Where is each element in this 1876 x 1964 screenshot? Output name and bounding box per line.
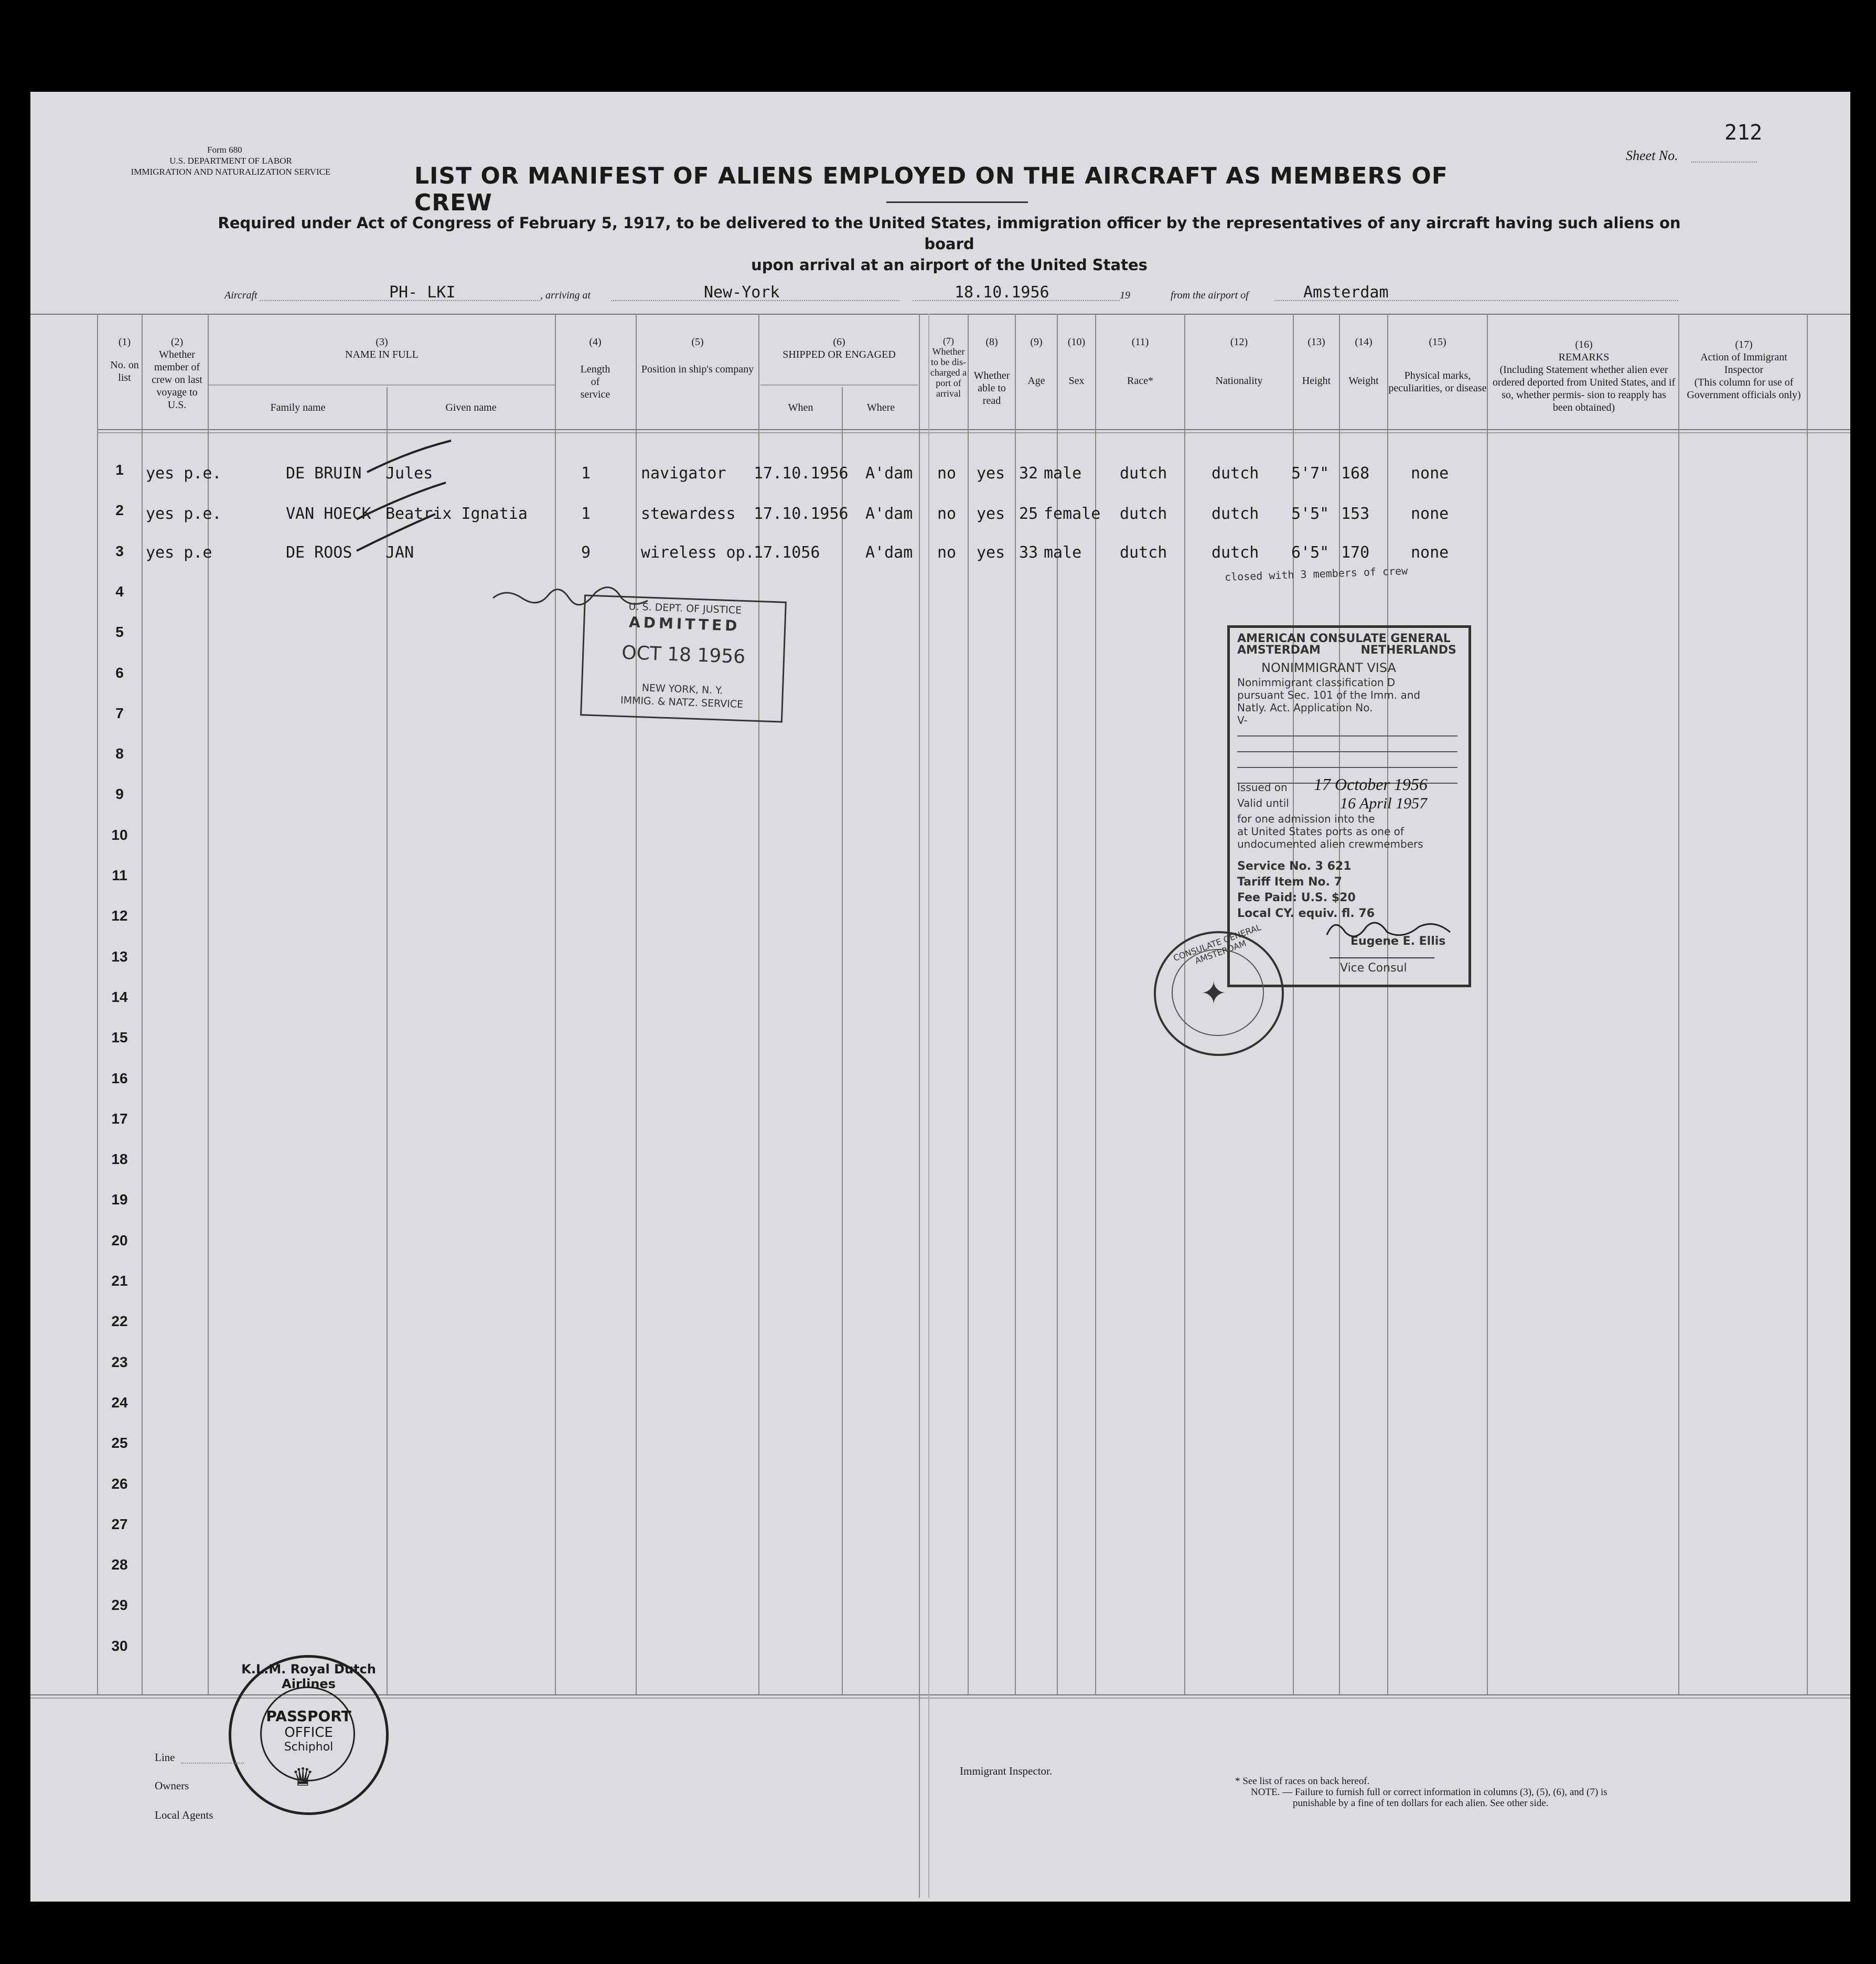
cell-read: yes bbox=[977, 505, 1005, 523]
from-label: from the airport of bbox=[1171, 290, 1249, 301]
cell-prev: yes p.e. bbox=[146, 505, 222, 523]
col-header-age bbox=[1016, 336, 1057, 387]
col-note: (This column for use of Government officials only) bbox=[1687, 377, 1801, 401]
col-number: (15) bbox=[1429, 336, 1446, 348]
col-number: (16) bbox=[1575, 339, 1593, 350]
footer-agents-label: Local Agents bbox=[155, 1809, 213, 1821]
col-number: (2) bbox=[170, 336, 184, 348]
col-header-nationality bbox=[1185, 336, 1293, 387]
col-header-given: Given name bbox=[445, 402, 497, 413]
checkmark-strokes bbox=[346, 430, 483, 567]
seal-text: CONSULATE GENERAL AMSTERDAM bbox=[1172, 922, 1262, 966]
footer-owners-label: Owners bbox=[155, 1779, 189, 1792]
visa-issued-date: 17 October 1956 bbox=[1314, 775, 1428, 794]
cell-sex: male bbox=[1044, 543, 1082, 562]
stamp-date: OCT 18 1956 bbox=[621, 642, 746, 668]
sheet-label: Sheet No. bbox=[1626, 148, 1678, 163]
col-number: (17) bbox=[1735, 339, 1753, 350]
row-number: 29 bbox=[111, 1597, 128, 1614]
col-header-name bbox=[209, 336, 555, 361]
subtitle-line-1: Required under Act of Congress of February 5, 1917, to be delivered to the United States, immigration officer by the representatives of any aircraft having such aliens on board bbox=[218, 214, 1681, 253]
col-line bbox=[387, 387, 388, 1694]
col-header-read bbox=[969, 336, 1015, 407]
name-subrule bbox=[209, 385, 555, 386]
row-number: 27 bbox=[111, 1515, 128, 1532]
col-line bbox=[636, 314, 637, 1694]
col-header-discharged bbox=[929, 336, 968, 399]
closed-note: closed with 3 members of crew bbox=[1224, 564, 1408, 584]
col-line bbox=[928, 314, 929, 1898]
stamp-line: Fee Paid: U.S. $20 bbox=[1237, 891, 1356, 904]
col-header-when: When bbox=[788, 402, 813, 413]
row-number: 9 bbox=[115, 786, 124, 803]
cell-discharged: no bbox=[937, 464, 957, 483]
row-number: 11 bbox=[112, 867, 127, 883]
cell-given: Jules bbox=[385, 464, 433, 483]
row-number: 18 bbox=[111, 1151, 128, 1168]
col-header-where: Where bbox=[866, 402, 895, 413]
stamp-line: Valid until bbox=[1237, 797, 1289, 809]
aircraft-value: PH- LKI bbox=[389, 283, 456, 302]
row-number: 5 bbox=[115, 624, 124, 641]
cell-where: A'dam bbox=[865, 543, 913, 562]
col-note: (Including Statement whether alien ever ordered deported from United States, and if so, whether permis- sion to reapply has been obtained) bbox=[1492, 364, 1676, 413]
title-rule bbox=[886, 201, 1028, 203]
signature-rule bbox=[1330, 957, 1434, 958]
cell-nationality: dutch bbox=[1212, 464, 1259, 483]
col-header-remarks bbox=[1492, 338, 1676, 414]
sheet-line bbox=[1691, 162, 1757, 163]
cell-marks: none bbox=[1411, 505, 1449, 523]
row-number: 20 bbox=[111, 1232, 128, 1248]
row-number: 1 bbox=[115, 462, 124, 478]
col-line bbox=[1678, 314, 1679, 1694]
col-header-no bbox=[108, 336, 142, 384]
col-line bbox=[1015, 314, 1016, 1694]
cell-marks: none bbox=[1411, 464, 1449, 483]
cell-service: 9 bbox=[581, 543, 591, 562]
cell-height: 5'5" bbox=[1291, 505, 1330, 523]
stamp-line: undocumented alien crewmembers bbox=[1237, 838, 1423, 850]
row-number: 17 bbox=[111, 1110, 128, 1127]
col-header-prev-voyage bbox=[147, 336, 207, 411]
cell-family: DE BRUIN bbox=[286, 464, 362, 483]
col-line bbox=[1387, 314, 1388, 1694]
cell-prev: yes p.e bbox=[146, 543, 212, 562]
shipped-subrule bbox=[760, 385, 918, 386]
col-header-length bbox=[556, 336, 635, 401]
col-header-height bbox=[1294, 336, 1339, 387]
visa-header bbox=[1237, 633, 1456, 656]
row-number: 3 bbox=[115, 542, 124, 559]
stamp-admitted: ADMITTED bbox=[628, 613, 741, 635]
col-number: (6) bbox=[833, 336, 845, 348]
col-number: (7) bbox=[943, 336, 954, 346]
cell-age: 33 bbox=[1019, 543, 1038, 562]
klm-office: OFFICE bbox=[284, 1725, 333, 1741]
stamp-line: Issued on bbox=[1237, 781, 1288, 794]
cell-given: Beatrix Ignatia bbox=[385, 505, 528, 523]
cell-age: 25 bbox=[1019, 505, 1038, 523]
col-title: Whether member of crew on last voyage to U.S. bbox=[152, 349, 202, 411]
stamp-line: at United States ports as one of bbox=[1237, 825, 1404, 838]
row-number: 30 bbox=[111, 1637, 128, 1654]
row-number: 2 bbox=[115, 502, 124, 519]
col-title: REMARKS bbox=[1558, 351, 1610, 363]
row-number: 13 bbox=[111, 948, 128, 965]
cell-when: 17.10.1956 bbox=[754, 464, 849, 483]
page-title: LIST OR MANIFEST OF ALIENS EMPLOYED ON THE AIRCRAFT AS MEMBERS OF CREW bbox=[414, 163, 1448, 216]
cell-family: VAN HOECK bbox=[286, 505, 371, 523]
row-number: 10 bbox=[111, 826, 128, 843]
stamp-line: Service No. 3 621 bbox=[1237, 860, 1352, 873]
row-number: 8 bbox=[115, 745, 124, 762]
col-number: (5) bbox=[691, 336, 704, 348]
cell-weight: 170 bbox=[1341, 543, 1370, 562]
stamp-line: Nonimmigrant classification D bbox=[1237, 676, 1396, 689]
col-number: (14) bbox=[1355, 336, 1373, 348]
visa-body bbox=[1237, 676, 1420, 727]
cell-weight: 153 bbox=[1341, 505, 1370, 523]
col-number: (4) bbox=[589, 336, 602, 348]
col-number: (8) bbox=[985, 336, 998, 348]
col-line bbox=[142, 314, 143, 1694]
col-number: (3) bbox=[376, 336, 388, 348]
col-title: Whether able to read bbox=[973, 370, 1010, 407]
klm-schiphol: Schiphol bbox=[284, 1741, 334, 1754]
row-number: 22 bbox=[111, 1313, 128, 1330]
row-number: 25 bbox=[111, 1435, 128, 1451]
col-number: (9) bbox=[1030, 336, 1043, 348]
col-number: (12) bbox=[1230, 336, 1248, 348]
row-number: 24 bbox=[111, 1394, 128, 1411]
col-header-race bbox=[1096, 336, 1184, 387]
stamp-line: IMMIG. & NATZ. SERVICE bbox=[620, 694, 744, 711]
footer-line-label: Line bbox=[155, 1751, 175, 1764]
stamp-line: Tariff Item No. 7 bbox=[1237, 876, 1342, 889]
footer-note: punishable by a fine of ten dollars for each alien. See other side. bbox=[1293, 1798, 1549, 1809]
row-number: 4 bbox=[115, 583, 124, 600]
col-line bbox=[97, 314, 98, 1694]
cell-race: dutch bbox=[1120, 464, 1167, 483]
arriving-value: New-York bbox=[704, 283, 780, 302]
cell-family: DE ROOS bbox=[286, 543, 352, 562]
footer-note: NOTE. — Failure to furnish full or correct information in columns (3), (5), (6), and (7) is bbox=[1251, 1787, 1607, 1798]
col-title: Race* bbox=[1127, 375, 1153, 387]
stamp-line: for one admission into the bbox=[1237, 813, 1375, 825]
cell-sex: male bbox=[1044, 464, 1082, 483]
row-number: 21 bbox=[111, 1273, 128, 1289]
col-header-sex bbox=[1058, 336, 1095, 387]
sheet-number: 212 bbox=[1724, 121, 1763, 145]
cell-age: 32 bbox=[1019, 464, 1038, 483]
cell-service: 1 bbox=[581, 464, 591, 483]
cell-weight: 168 bbox=[1341, 464, 1370, 483]
visa-terms bbox=[1237, 813, 1423, 850]
cell-when: 17.10.1956 bbox=[754, 505, 849, 523]
cell-read: yes bbox=[977, 464, 1005, 483]
klm-ring-text: K.L.M. Royal Dutch Airlines bbox=[241, 1662, 376, 1691]
row-number: 19 bbox=[111, 1191, 128, 1208]
footer-line-rule bbox=[181, 1763, 244, 1764]
row-number: 23 bbox=[111, 1353, 128, 1370]
col-title: Whether to be dis- charged a port of arrival bbox=[930, 346, 967, 399]
stamp-line: AMSTERDAM NETHERLANDS bbox=[1237, 644, 1456, 657]
klm-passport: PASSPORT bbox=[266, 1707, 351, 1725]
footer-note: * See list of races on back hereof. bbox=[1235, 1776, 1370, 1787]
cell-sex: female bbox=[1044, 505, 1101, 523]
cell-given: JAN bbox=[385, 543, 414, 562]
col-header-weight bbox=[1340, 336, 1387, 387]
cell-read: yes bbox=[977, 543, 1005, 562]
col-line bbox=[1807, 314, 1808, 1694]
col-title: Sex bbox=[1068, 375, 1085, 387]
cell-service: 1 bbox=[581, 505, 591, 523]
row-number: 16 bbox=[111, 1070, 128, 1086]
row-number: 12 bbox=[111, 908, 128, 924]
col-number: (1) bbox=[118, 336, 131, 348]
col-header-shipped bbox=[759, 336, 919, 361]
col-title: Length of service bbox=[580, 364, 610, 400]
stamp-line: pursuant Sec. 101 of the Imm. and bbox=[1237, 689, 1421, 701]
col-header-inspector bbox=[1681, 338, 1807, 401]
cell-discharged: no bbox=[937, 505, 957, 523]
col-number: (13) bbox=[1307, 336, 1325, 348]
cell-position: stewardess bbox=[641, 505, 736, 523]
cell-where: A'dam bbox=[865, 464, 913, 483]
col-line bbox=[842, 387, 843, 1694]
klm-passport-stamp bbox=[229, 1655, 389, 1815]
cell-position: wireless op. bbox=[641, 543, 755, 562]
year-label: 19 bbox=[1120, 290, 1130, 301]
form-header bbox=[108, 144, 354, 177]
col-title: No. on list bbox=[110, 359, 139, 383]
col-line bbox=[1487, 314, 1488, 1694]
cell-prev: yes p.e. bbox=[146, 464, 222, 483]
col-line bbox=[919, 314, 920, 1898]
col-line bbox=[968, 314, 969, 1694]
cell-height: 5'7" bbox=[1291, 464, 1330, 483]
row-number: 7 bbox=[115, 705, 124, 721]
col-title: Height bbox=[1302, 375, 1331, 387]
service-name: IMMIGRATION AND NATURALIZATION SERVICE bbox=[131, 167, 331, 177]
from-value: Amsterdam bbox=[1303, 283, 1389, 302]
cell-where: A'dam bbox=[865, 505, 913, 523]
stamp-line: AMERICAN CONSULATE GENERAL bbox=[1237, 632, 1451, 645]
row-number: 26 bbox=[111, 1475, 128, 1492]
date-value: 18.10.1956 bbox=[955, 283, 1049, 302]
row-number: 14 bbox=[111, 988, 128, 1005]
col-line bbox=[555, 314, 556, 1694]
col-header-position bbox=[637, 336, 758, 376]
col-title: Physical marks, peculiarities, or disease bbox=[1388, 370, 1487, 394]
cell-marks: none bbox=[1411, 543, 1449, 562]
row-number: 6 bbox=[115, 664, 124, 681]
col-header-family: Family name bbox=[270, 402, 326, 413]
col-number: (11) bbox=[1131, 336, 1149, 348]
arriving-label: , arriving at bbox=[540, 290, 591, 301]
table-top-rule bbox=[30, 314, 1850, 315]
visa-fees bbox=[1237, 859, 1375, 922]
col-title: Action of Immigrant Inspector bbox=[1700, 351, 1787, 376]
col-title: Weight bbox=[1348, 375, 1379, 387]
footer-notes bbox=[1235, 1776, 1607, 1809]
cell-race: dutch bbox=[1120, 505, 1167, 523]
stamp-line: U. S. DEPT. OF JUSTICE bbox=[628, 601, 742, 616]
cell-nationality: dutch bbox=[1212, 505, 1259, 523]
department: U.S. DEPARTMENT OF LABOR bbox=[169, 156, 292, 166]
subtitle-line-2: upon arrival at an airport of the United States bbox=[751, 256, 1148, 274]
cell-nationality: dutch bbox=[1212, 543, 1259, 562]
consul-signature bbox=[1324, 914, 1466, 945]
cell-race: dutch bbox=[1120, 543, 1167, 562]
visa-vice-consul: Vice Consul bbox=[1340, 962, 1407, 975]
subtitle bbox=[194, 212, 1705, 275]
consulate-seal bbox=[1154, 922, 1284, 1056]
cell-when: 17.1056 bbox=[754, 543, 820, 562]
col-title: Age bbox=[1027, 375, 1045, 387]
col-header-marks bbox=[1388, 336, 1487, 394]
stamp-line: NONIMMIGRANT VISA bbox=[1261, 660, 1396, 675]
aircraft-label: Aircraft bbox=[224, 290, 258, 301]
col-title: NAME IN FULL bbox=[345, 349, 419, 360]
eagle-emblem-icon: ✦ bbox=[1200, 975, 1227, 1012]
stamp-line: NEW YORK, N. Y. bbox=[641, 682, 723, 697]
col-title: Nationality bbox=[1215, 375, 1263, 387]
cell-position: navigator bbox=[641, 464, 726, 483]
row-number: 28 bbox=[111, 1556, 128, 1573]
crown-logo-icon: ♛ bbox=[292, 1763, 315, 1792]
footer-inspector: Immigrant Inspector. bbox=[960, 1765, 1053, 1777]
row-number: 15 bbox=[111, 1029, 128, 1046]
cell-height: 6'5" bbox=[1291, 543, 1330, 562]
visa-valid-date: 16 April 1957 bbox=[1340, 795, 1428, 812]
stamp-line: Natly. Act. Application No. bbox=[1237, 701, 1373, 714]
stamp-line: V- bbox=[1237, 714, 1248, 727]
date-line bbox=[913, 300, 1120, 301]
cell-discharged: no bbox=[937, 543, 957, 562]
admitted-stamp bbox=[580, 594, 787, 722]
col-title: SHIPPED OR ENGAGED bbox=[782, 349, 896, 360]
form-number: Form 680 bbox=[207, 145, 242, 155]
visa-signer: Eugene E. Ellis bbox=[1350, 935, 1446, 948]
col-line bbox=[1339, 314, 1340, 1694]
col-number: (10) bbox=[1067, 336, 1086, 348]
stamp-line: Local CY. equiv. fl. 76 bbox=[1237, 907, 1375, 920]
col-title: Position in ship's company bbox=[641, 364, 754, 375]
